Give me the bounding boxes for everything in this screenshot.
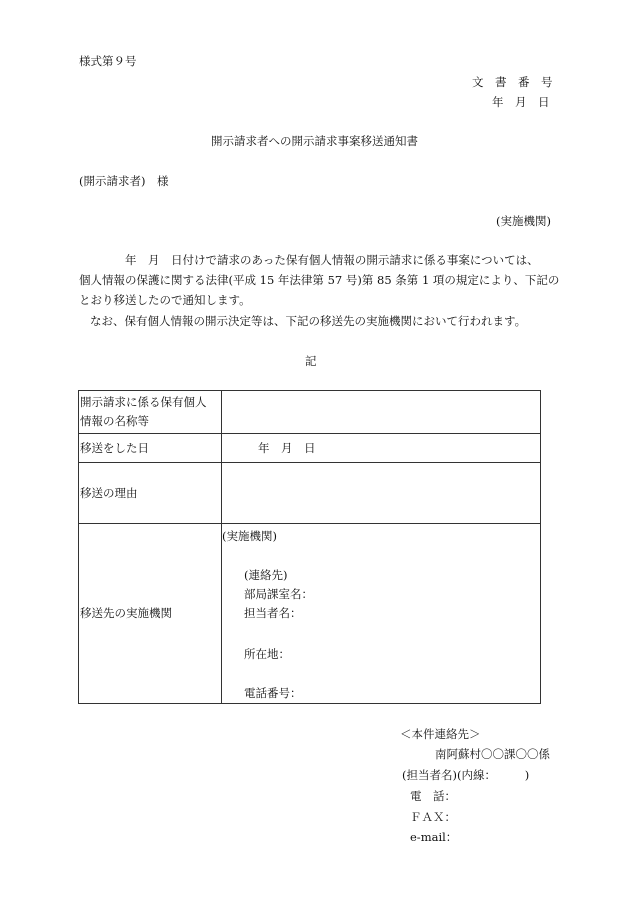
dest-address: 所在地：: [244, 647, 290, 661]
contact-heading: ＜本件連絡先＞: [400, 727, 481, 741]
dest-agency: (実施機関): [222, 529, 277, 543]
recipient: (開示請求者) 様: [79, 174, 169, 188]
dest-person: 担当者名：: [244, 606, 302, 620]
doc-number: 文 書 番 号: [472, 75, 553, 89]
reason-label: 移送の理由: [79, 463, 222, 524]
dest-phone: 電話番号：: [244, 686, 302, 700]
dest-contact: (連絡先): [244, 568, 288, 582]
transfer-date-value: 年 月 日: [222, 434, 541, 463]
ki-heading: 記: [305, 354, 317, 368]
page-title: 開示請求者への開示請求事案移送通知書: [211, 134, 418, 148]
form-number: 様式第９号: [79, 54, 137, 68]
contact-office: 南阿蘇村〇〇課〇〇係: [435, 747, 550, 761]
body-line-3: とおり移送したので通知します。: [79, 293, 251, 307]
item-name-value: [222, 391, 541, 434]
item-name-label: 開示請求に係る保有個人 情報の名称等: [79, 391, 222, 434]
date: 年 月 日: [492, 95, 550, 109]
contact-person: (担当者名)(内線： ): [402, 768, 530, 782]
body-line-1: 年 月 日付けで請求のあった保有個人情報の開示請求に係る事案については、: [125, 253, 539, 267]
contact-email: e-mail：: [410, 830, 458, 844]
contact-fax: ＦＡＸ：: [410, 810, 456, 824]
body-line-2: 個人情報の保護に関する法律(平成 15 年法律第 57 号)第 85 条第 1 項の規定により、下記の: [79, 273, 560, 287]
transfer-table: [78, 390, 541, 704]
body-line-4: なお、保有個人情報の開示決定等は、下記の移送先の実施機関において行われます。: [90, 314, 527, 328]
contact-tel: 電 話：: [410, 789, 456, 803]
sender: (実施機関): [496, 214, 551, 228]
destination-value: [222, 524, 541, 704]
reason-value: [222, 463, 541, 524]
destination-label: 移送先の実施機関: [79, 524, 222, 704]
transfer-date-label: 移送をした日: [79, 434, 222, 463]
dest-department: 部局課室名：: [244, 587, 313, 601]
